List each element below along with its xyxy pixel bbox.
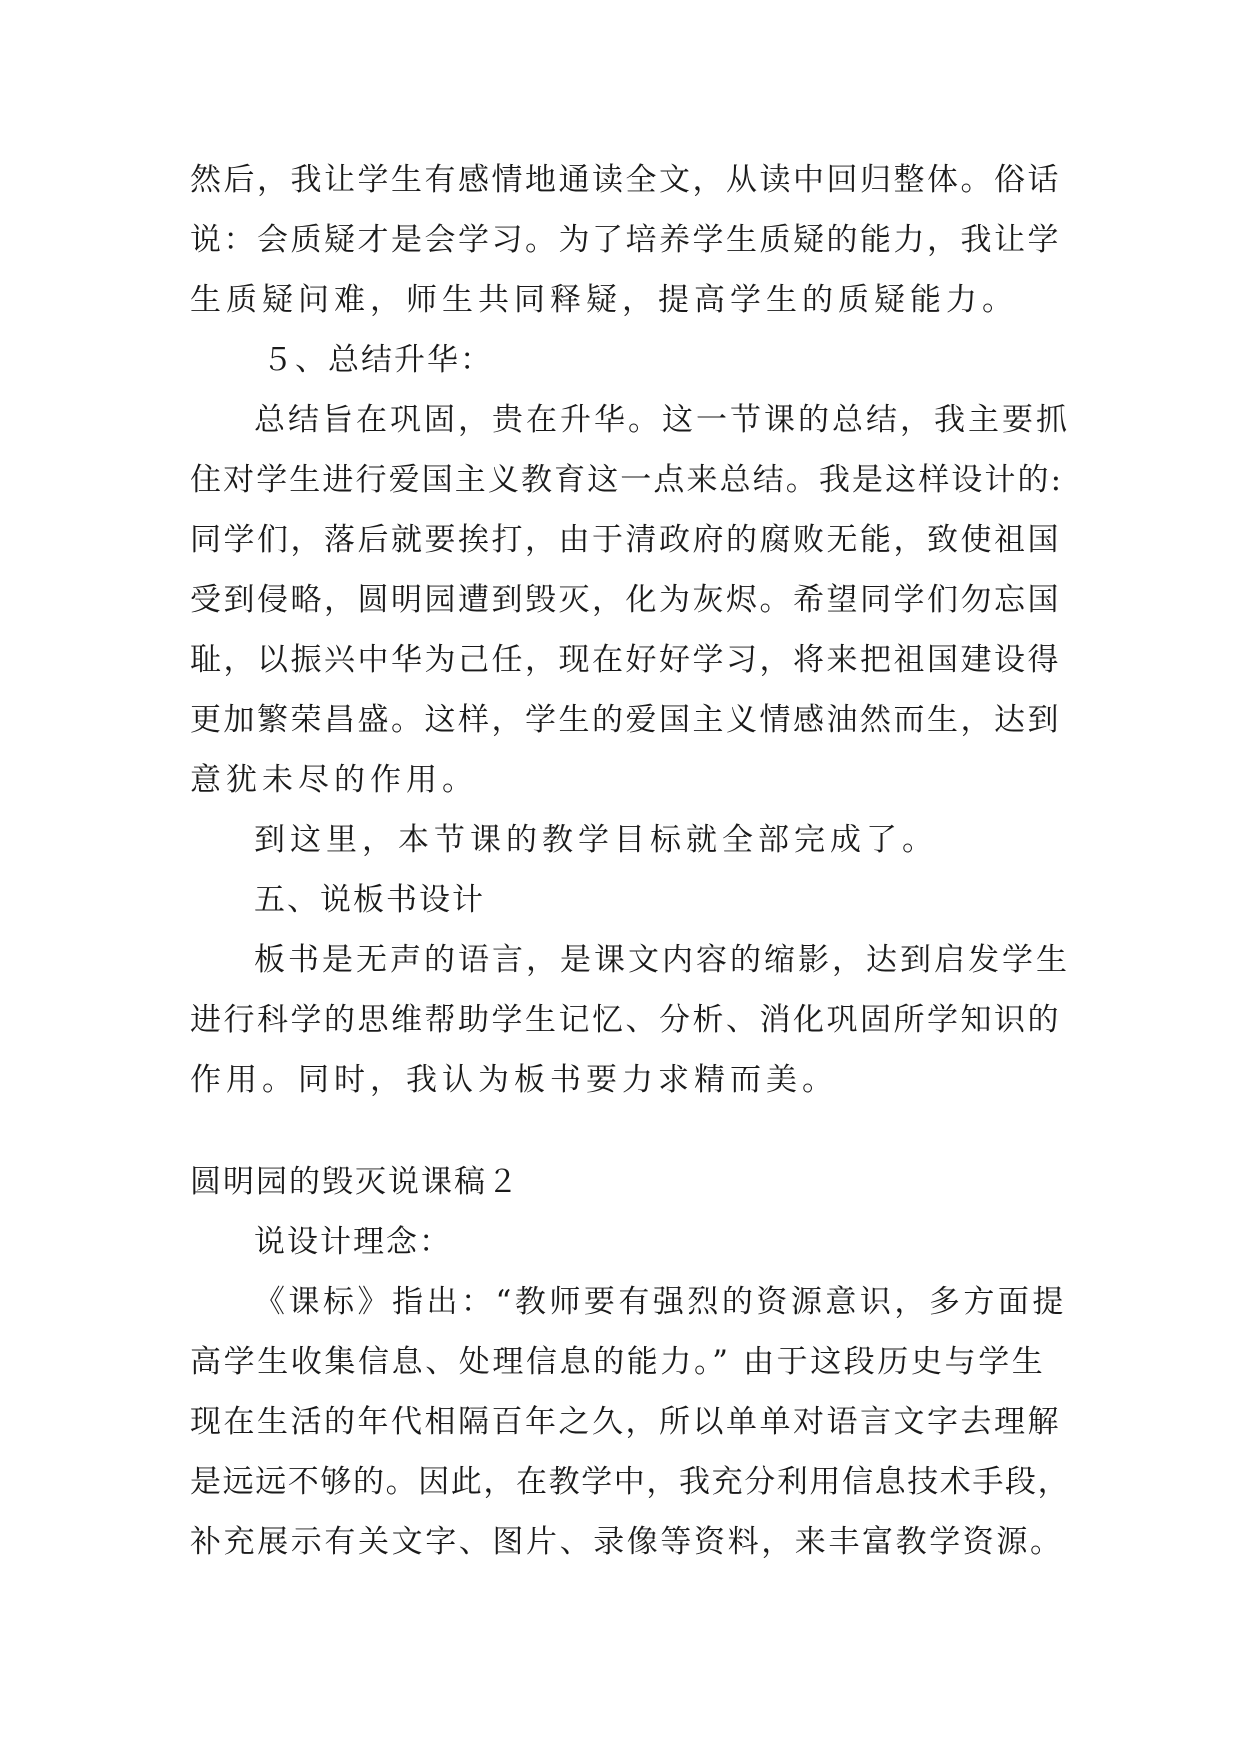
paragraph-line: 高学生收集信息、处理信息的能力。” 由于这段历史与学生: [190, 1344, 1046, 1380]
paragraph-line: 现在生活的年代相隔百年之久，所以单单对语言文字去理解: [190, 1404, 1061, 1440]
paragraph-line: 住对学生进行爱国主义教育这一点来总结。我是这样设计的:: [190, 462, 1064, 498]
paragraph-line: 是远远不够的。因此，在教学中，我充分利用信息技术手段，: [190, 1464, 1071, 1500]
paragraph-line: 然后，我让学生有感情地通读全文，从读中回归整体。俗话: [190, 162, 1061, 198]
paragraph-line: 总结旨在巩固，贵在升华。这一节课的总结，我主要抓: [254, 402, 1070, 438]
section-heading-design-concept: 说设计理念：: [254, 1224, 452, 1260]
paragraph-line: 说：会质疑才是会学习。为了培养学生质疑的能力，我让学: [190, 222, 1061, 258]
section-heading-board-design: 五、说板书设计: [254, 882, 485, 918]
document-title: 圆明园的毁灭说课稿２: [190, 1164, 520, 1200]
paragraph-line: 受到侵略，圆明园遭到毁灭，化为灰烬。希望同学们勿忘国: [190, 582, 1061, 618]
paragraph-line: 板书是无声的语言，是课文内容的缩影，达到启发学生: [254, 942, 1070, 978]
paragraph-line: 生质疑问难，师生共同释疑，提高学生的质疑能力。: [190, 282, 1018, 318]
section-heading-summary: ５、总结升华：: [262, 342, 493, 378]
paragraph-line: 耻，以振兴中华为己任，现在好好学习，将来把祖国建设得: [190, 642, 1061, 678]
paragraph-line: 到这里，本节课的教学目标就全部完成了。: [254, 822, 938, 858]
paragraph-line: 《课标》指出：“教师要有强烈的资源意识，多方面提: [254, 1284, 1067, 1320]
paragraph-line: 意犹未尽的作用。: [190, 762, 478, 798]
paragraph-line: 进行科学的思维帮助学生记忆、分析、消化巩固所学知识的: [190, 1002, 1061, 1038]
paragraph-line: 同学们，落后就要挨打，由于清政府的腐败无能，致使祖国: [190, 522, 1061, 558]
paragraph-line: 更加繁荣昌盛。这样，学生的爱国主义情感油然而生，达到: [190, 702, 1061, 738]
paragraph-line: 补充展示有关文字、图片、录像等资料，来丰富教学资源。: [190, 1524, 1064, 1560]
paragraph-line: 作用。同时，我认为板书要力求精而美。: [190, 1062, 838, 1098]
